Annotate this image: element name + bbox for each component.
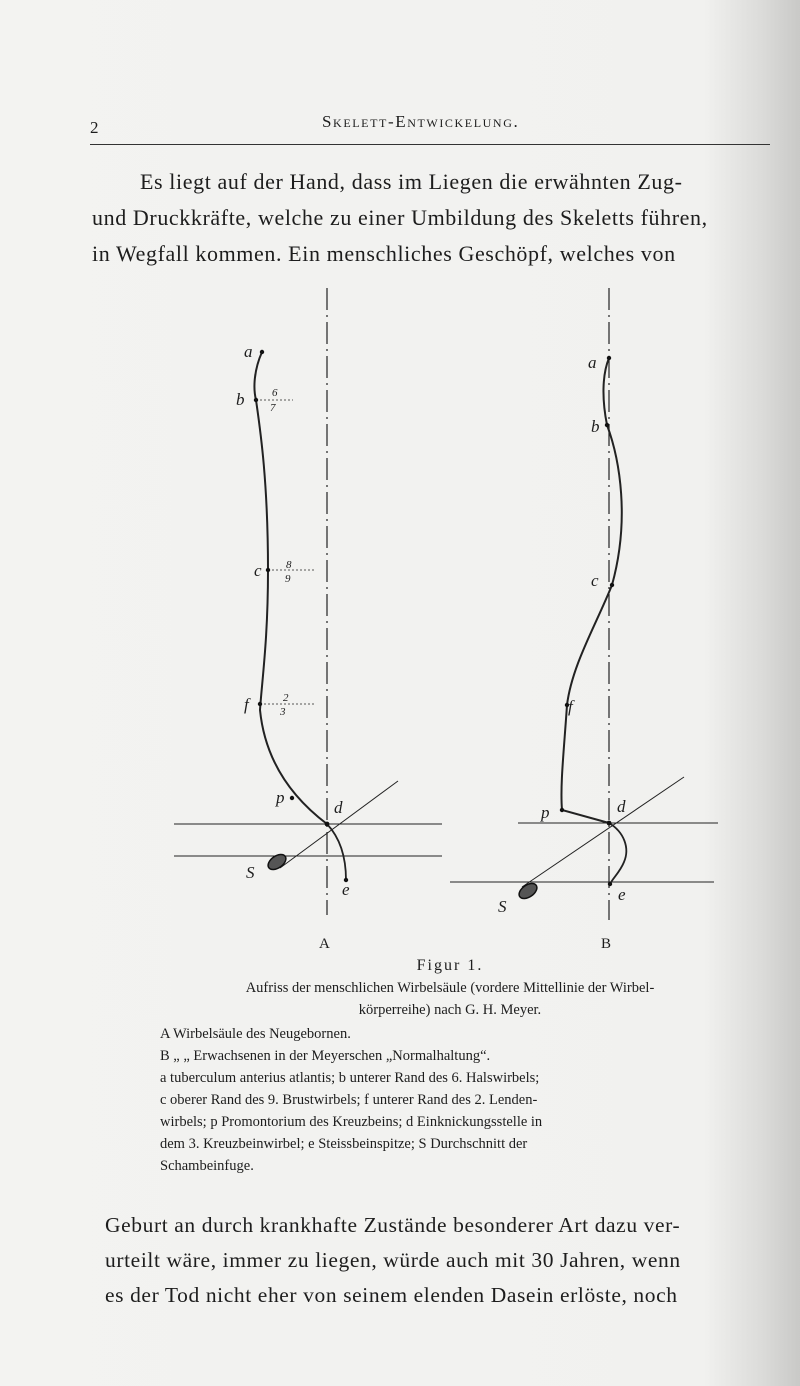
point-e [608, 882, 612, 886]
caption-line: B „ „ Erwachsenen in der Meyerschen „Normalhaltung“. [160, 1048, 491, 1064]
point-label-d: d [617, 797, 626, 816]
point-p [290, 796, 294, 800]
running-head [90, 108, 780, 138]
text-line: und Druckkräfte, welche zu einer Umbildung des Skeletts führen, [92, 205, 708, 230]
text-line: Es liegt auf der Hand, dass im Liegen die erwähnten Zug- [140, 169, 683, 194]
caption-line: Schambeinfuge. [160, 1158, 254, 1174]
point-a [260, 350, 264, 354]
point-label-c: c [591, 571, 599, 590]
running-title: Skelett-Entwickelung. [322, 112, 520, 131]
caption-line: A Wirbelsäule des Neugebornen. [160, 1026, 351, 1042]
point-b [254, 398, 258, 402]
coccyx-curve-a [327, 824, 346, 880]
point-label-p: p [276, 788, 285, 807]
point-b [605, 423, 609, 427]
panel-b-diagram [450, 288, 718, 920]
caption-line: wirbels; p Promontorium des Kreuzbeins; d Einknickungsstelle in [160, 1114, 543, 1130]
spine-curve-a [254, 352, 327, 824]
caption-line: a tuberculum anterius atlantis; b unterer Rand des 6. Halswirbels; [160, 1070, 540, 1086]
point-label-p: p [541, 803, 550, 822]
point-d [325, 822, 330, 827]
panel-a-diagram [174, 288, 442, 915]
tick-label-9: 9 [285, 573, 291, 585]
caption-heading [160, 977, 740, 1021]
point-label-a: a [244, 342, 253, 361]
point-label-d: d [334, 798, 343, 817]
caption-line: körperreihe) nach G. H. Meyer. [358, 1002, 542, 1018]
point-label-e: e [342, 880, 350, 899]
paragraph-bottom [105, 1208, 795, 1313]
coccyx-curve-b [609, 823, 626, 884]
point-label-b: b [236, 390, 245, 409]
oblique-line-b [522, 777, 684, 887]
tick-label-7: 7 [270, 402, 276, 414]
point-a [607, 356, 611, 360]
point-p [560, 808, 564, 812]
text-line: urteilt wäre, immer zu liegen, würde auch mit 30 Jahren, wenn [105, 1248, 681, 1272]
point-f [258, 702, 262, 706]
page-number: 2 [90, 118, 99, 137]
figure-title: Figur 1. [416, 957, 484, 974]
text-line: es der Tod nicht eher von seinem elenden Dasein erlöste, noch [105, 1283, 678, 1307]
text-line: in Wegfall kommen. Ein menschliches Geschöpf, welches von [92, 241, 676, 266]
caption-line: dem 3. Kreuzbeinwirbel; e Steissbeinspitze; S Durchschnitt der [160, 1136, 528, 1152]
panel-a-label: A [319, 936, 330, 952]
point-c [266, 568, 270, 572]
symphysis-a [265, 851, 288, 872]
point-d [607, 821, 612, 826]
tick-label-8: 8 [286, 559, 292, 571]
text-line: Geburt an durch krankhafte Zustände besonderer Art dazu ver- [105, 1213, 681, 1237]
spine-figure [150, 280, 730, 930]
point-label-f: f [568, 697, 573, 716]
tick-label-6: 6 [272, 387, 278, 399]
symphysis-b [516, 880, 539, 901]
tick-label-3: 3 [280, 706, 286, 718]
tick-label-2: 2 [283, 692, 289, 704]
point-label-s: S [246, 863, 255, 882]
point-c [610, 583, 614, 587]
paragraph-top [92, 164, 782, 272]
point-label-c: c [254, 561, 262, 580]
point-label-s: S [498, 897, 507, 916]
point-label-e: e [618, 885, 626, 904]
caption-line: c oberer Rand des 9. Brustwirbels; f unterer Rand des 2. Lenden- [160, 1092, 538, 1108]
point-label-a: a [588, 353, 597, 372]
point-label-f: f [244, 695, 249, 714]
panel-b-label: B [601, 936, 612, 952]
header-rule [90, 144, 770, 145]
point-label-b: b [591, 417, 600, 436]
caption-line: Aufriss der menschlichen Wirbelsäule (vordere Mittellinie der Wirbel- [245, 980, 655, 996]
caption-legend [160, 1023, 740, 1177]
figure-caption [160, 955, 740, 1177]
